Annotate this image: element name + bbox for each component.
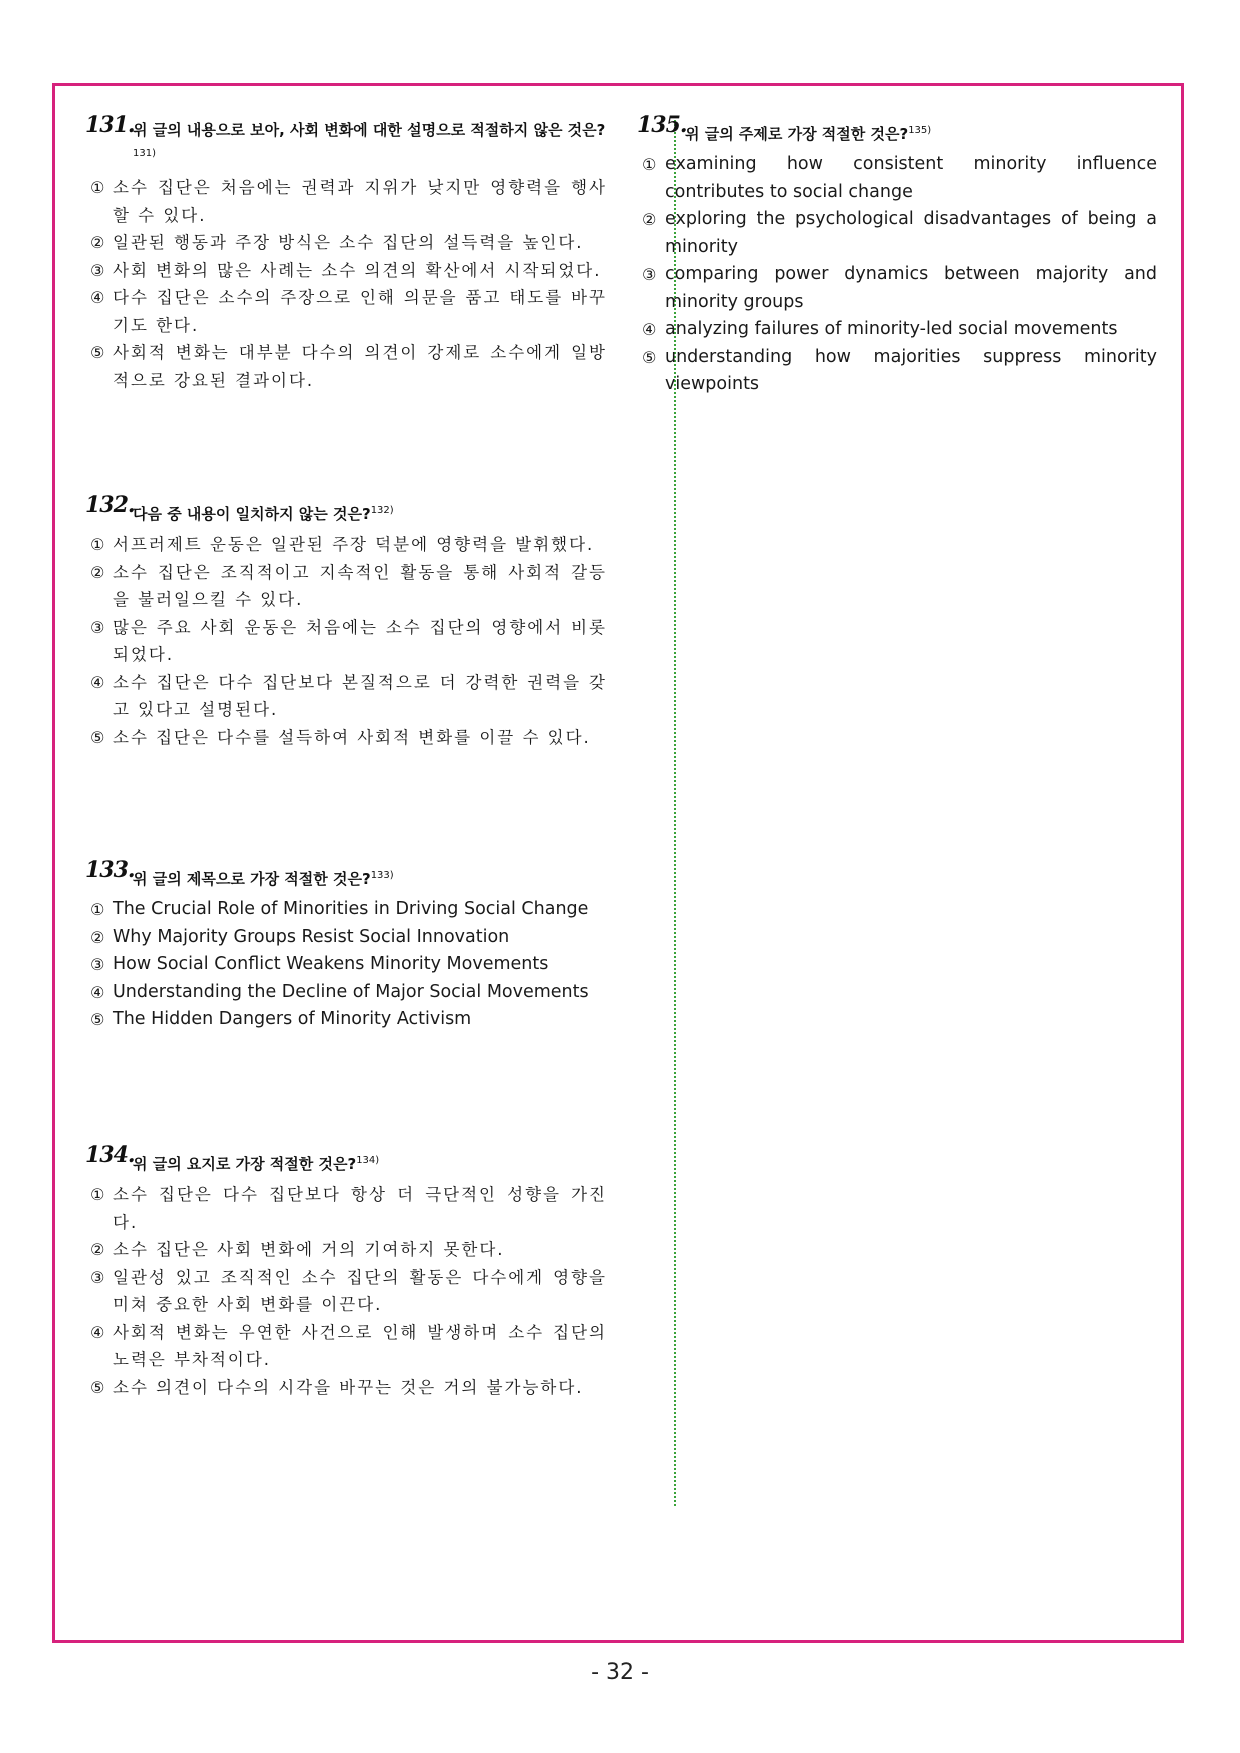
option-text: 일관된 행동과 주장 방식은 소수 집단의 설득력을 높인다. (113, 233, 584, 252)
question-text: 다음 중 내용이 일치하지 않는 것은? (133, 505, 371, 523)
answer-option[interactable] (85, 924, 607, 952)
option-text: 많은 주요 사회 운동은 처음에는 소수 집단의 영향에서 비롯되었다. (113, 617, 607, 664)
answer-option[interactable] (85, 339, 607, 394)
option-text: 소수 집단은 다수 집단보다 항상 더 극단적인 성향을 가진다. (113, 1185, 607, 1232)
page-frame (52, 83, 1184, 1643)
option-marker: ③ (90, 260, 107, 280)
question-number: 131. (85, 112, 135, 138)
answer-option[interactable] (85, 257, 607, 285)
option-text: Understanding the Decline of Major Social Movements (113, 981, 589, 1002)
answer-options (85, 1181, 607, 1401)
question-134 (85, 1142, 607, 1401)
answer-option[interactable] (85, 559, 607, 614)
option-marker: ④ (90, 1322, 107, 1342)
question-number: 132. (85, 492, 135, 518)
option-text: How Social Conflict Weakens Minority Movements (113, 954, 549, 974)
option-marker: ⑤ (90, 727, 107, 747)
answer-option[interactable] (85, 1236, 607, 1264)
question-135 (637, 112, 1157, 399)
option-marker: ③ (642, 265, 657, 284)
option-marker: ② (90, 233, 107, 252)
footnote-ref: 134) (356, 1155, 380, 1166)
answer-option[interactable] (85, 1181, 607, 1236)
option-marker: ① (90, 535, 107, 554)
option-marker: ② (642, 210, 657, 229)
answer-option[interactable] (85, 669, 607, 724)
option-text: examining how consistent minority influence contributes to social change (665, 154, 1157, 202)
option-text: comparing power dynamics between majority and minority groups (665, 264, 1157, 312)
question-number: 134. (85, 1142, 135, 1168)
option-text: 소수 집단은 다수를 설득하여 사회적 변화를 이끌 수 있다. (113, 727, 591, 747)
option-marker: ③ (90, 1267, 107, 1287)
option-text: analyzing failures of minority-led social movements (665, 319, 1118, 339)
answer-options (85, 174, 607, 394)
page-number: - 32 - (591, 1660, 649, 1685)
answer-option[interactable] (637, 261, 1157, 316)
footnote-ref: 132) (370, 505, 394, 516)
option-marker: ⑤ (642, 347, 657, 367)
option-marker: ③ (90, 617, 107, 637)
answer-option[interactable] (85, 979, 607, 1007)
question-text: 위 글의 제목으로 가장 적절한 것은? (133, 870, 371, 888)
answer-option[interactable] (85, 531, 607, 559)
question-text: 위 글의 요지로 가장 적절한 것은? (133, 1155, 357, 1173)
answer-option[interactable] (637, 151, 1157, 206)
option-marker: ③ (90, 955, 105, 974)
answer-option[interactable] (85, 1374, 607, 1402)
option-text: 다수 집단은 소수의 주장으로 인해 의문을 품고 태도를 바꾸기도 한다. (113, 288, 607, 335)
question-133 (85, 857, 607, 1034)
answer-options (85, 896, 607, 1034)
option-text: 소수 집단은 사회 변화에 거의 기여하지 못한다. (113, 1240, 505, 1259)
option-marker: ① (90, 1185, 107, 1204)
option-marker: ① (90, 900, 105, 919)
option-marker: ② (90, 562, 107, 582)
option-text: 소수 의견이 다수의 시각을 바꾸는 것은 거의 불가능하다. (113, 1377, 584, 1397)
answer-option[interactable] (637, 344, 1157, 399)
option-marker: ② (90, 927, 105, 947)
answer-option[interactable] (85, 614, 607, 669)
option-text: 사회적 변화는 우연한 사건으로 인해 발생하며 소수 집단의 노력은 부차적이다. (113, 1322, 607, 1369)
option-text: Why Majority Groups Resist Social Innovation (113, 926, 510, 947)
question-text: 위 글의 주제로 가장 적절한 것은? (685, 125, 909, 143)
option-marker: ② (90, 1240, 107, 1259)
question-number: 133. (85, 857, 135, 883)
option-text: understanding how majorities suppress minority viewpoints (665, 346, 1157, 394)
option-marker: ① (90, 178, 107, 197)
option-text: 소수 집단은 다수 집단보다 본질적으로 더 강력한 권력을 갖고 있다고 설명된다. (113, 672, 607, 719)
answer-option[interactable] (85, 724, 607, 752)
option-text: 소수 집단은 조직적이고 지속적인 활동을 통해 사회적 갈등을 불러일으킬 수 있다. (113, 562, 607, 609)
question-number: 135. (637, 112, 687, 138)
option-marker: ④ (90, 982, 105, 1002)
option-marker: ④ (90, 288, 107, 307)
answer-option[interactable] (637, 316, 1157, 344)
answer-option[interactable] (85, 1006, 607, 1034)
option-text: The Crucial Role of Minorities in Driving Social Change (113, 899, 589, 919)
answer-option[interactable] (85, 1319, 607, 1374)
option-text: 사회 변화의 많은 사례는 소수 의견의 확산에서 시작되었다. (113, 260, 602, 280)
option-marker: ① (642, 155, 657, 174)
question-132 (85, 492, 607, 751)
answer-option[interactable] (85, 229, 607, 257)
answer-option[interactable] (85, 1264, 607, 1319)
answer-options (637, 151, 1157, 399)
option-text: 서프러제트 운동은 일관된 주장 덕분에 영향력을 발휘했다. (113, 535, 595, 554)
option-marker: ④ (90, 672, 107, 692)
footnote-ref: 131) (133, 148, 156, 159)
option-marker: ⑤ (90, 343, 107, 362)
option-text: 일관성 있고 조직적인 소수 집단의 활동은 다수에게 영향을 미쳐 중요한 사회 변화를 이끈다. (113, 1267, 607, 1314)
option-text: The Hidden Dangers of Minority Activism (113, 1009, 472, 1029)
option-text: exploring the psychological disadvantages of being a minority (665, 209, 1157, 257)
footnote-ref: 133) (370, 870, 394, 881)
footnote-ref: 135) (908, 125, 932, 136)
question-text: 위 글의 내용으로 보아, 사회 변화에 대한 설명으로 적절하지 않은 것은? (133, 121, 606, 139)
answer-option[interactable] (85, 896, 607, 924)
option-marker: ④ (642, 320, 657, 339)
option-marker: ⑤ (90, 1010, 105, 1029)
answer-option[interactable] (637, 206, 1157, 261)
question-131 (85, 112, 608, 394)
answer-option[interactable] (85, 174, 607, 229)
option-text: 소수 집단은 처음에는 권력과 지위가 낮지만 영향력을 행사할 수 있다. (113, 178, 608, 225)
answer-options (85, 531, 607, 751)
option-marker: ⑤ (90, 1377, 107, 1397)
answer-option[interactable] (85, 951, 607, 979)
answer-option[interactable] (85, 284, 607, 339)
option-text: 사회적 변화는 대부분 다수의 의견이 강제로 소수에게 일방적으로 강요된 결과이다. (113, 343, 608, 390)
